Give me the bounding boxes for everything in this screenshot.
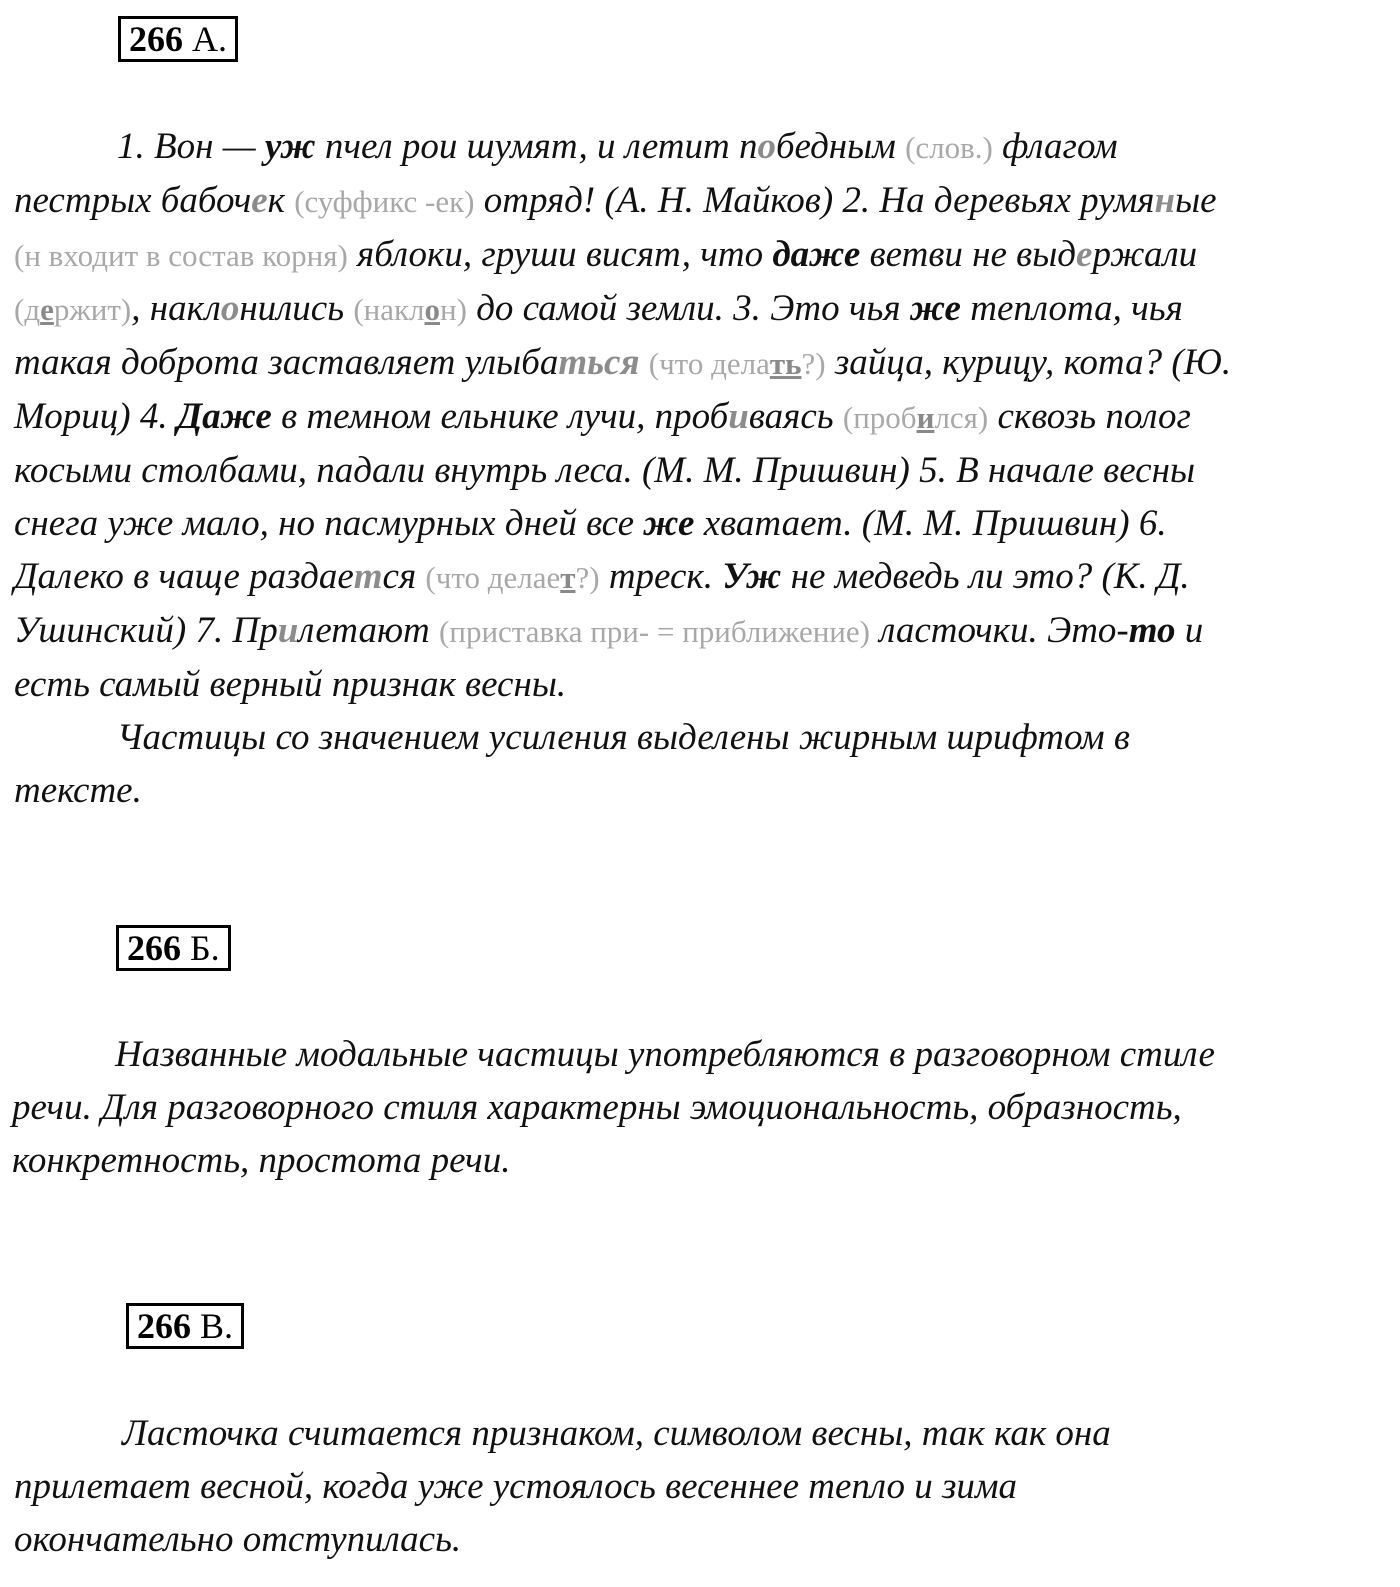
text-line: такая доброта заставляет улыбаться (что делать?) зайца, курицу, кота? (Ю.: [14, 342, 1232, 383]
exercise-266c-text: [14, 1407, 1379, 1566]
text-line: Названные модальные частицы употребляются в разговорном стиле: [115, 1034, 1215, 1075]
exercise-266a-text: [14, 120, 1379, 817]
text-line: (н входит в состав корня) яблоки, груши висят, что даже ветви не выдержали: [14, 234, 1198, 275]
exercise-label-266b: [116, 925, 231, 971]
text-line: речи. Для разговорного стиля характерны эмоциональность, образность,: [12, 1087, 1182, 1128]
text-line: Мориц) 4. Даже в темном ельнике лучи, пробиваясь (пробился) сквозь полог: [14, 396, 1191, 437]
text-line: снега уже мало, но пасмурных дней все же хватает. (М. М. Пришвин) 6.: [14, 503, 1167, 544]
exercise-letter: В.: [200, 1306, 234, 1346]
exercise-number: 266: [137, 1306, 191, 1346]
text-line: окончательно отступилась.: [14, 1519, 462, 1560]
exercise-number: 266: [127, 928, 181, 968]
text-line: Далеко в чаще раздается (что делает?) треск. Уж не медведь ли это? (К. Д.: [14, 556, 1190, 597]
note-line: Частицы со значением усиления выделены жирным шрифтом в: [117, 717, 1130, 758]
text-line: прилетает весной, когда уже устоялось весеннее тепло и зима: [14, 1466, 1018, 1507]
exercise-label-266c: [126, 1303, 244, 1349]
exercise-label-266a: [118, 16, 238, 62]
exercise-letter: А.: [192, 19, 227, 59]
exercise-266b-text: [12, 1028, 1377, 1187]
text-line: 1. Вон — уж пчел рои шумят, и летит победным (слов.) флагом: [117, 126, 1118, 167]
note-line: тексте.: [14, 770, 142, 811]
text-line: Ушинский) 7. Прилетают (приставка при- = приближение) ласточки. Это-то и: [14, 610, 1204, 651]
text-line: пестрых бабочек (суффикс -ек) отряд! (А. Н. Майков) 2. На деревьях румяные: [14, 180, 1217, 221]
exercise-number: 266: [129, 19, 183, 59]
text-line: Ласточка считается признаком, символом весны, так как она: [122, 1413, 1111, 1454]
text-line: (держит), наклонились (наклон) до самой земли. 3. Это чья же теплота, чья: [14, 288, 1183, 329]
text-line: есть самый верный признак весны.: [14, 664, 567, 705]
exercise-letter: Б.: [190, 928, 220, 968]
text-line: конкретность, простота речи.: [12, 1140, 511, 1181]
text-line: косыми столбами, падали внутрь леса. (М. М. Пришвин) 5. В начале весны: [14, 450, 1196, 491]
